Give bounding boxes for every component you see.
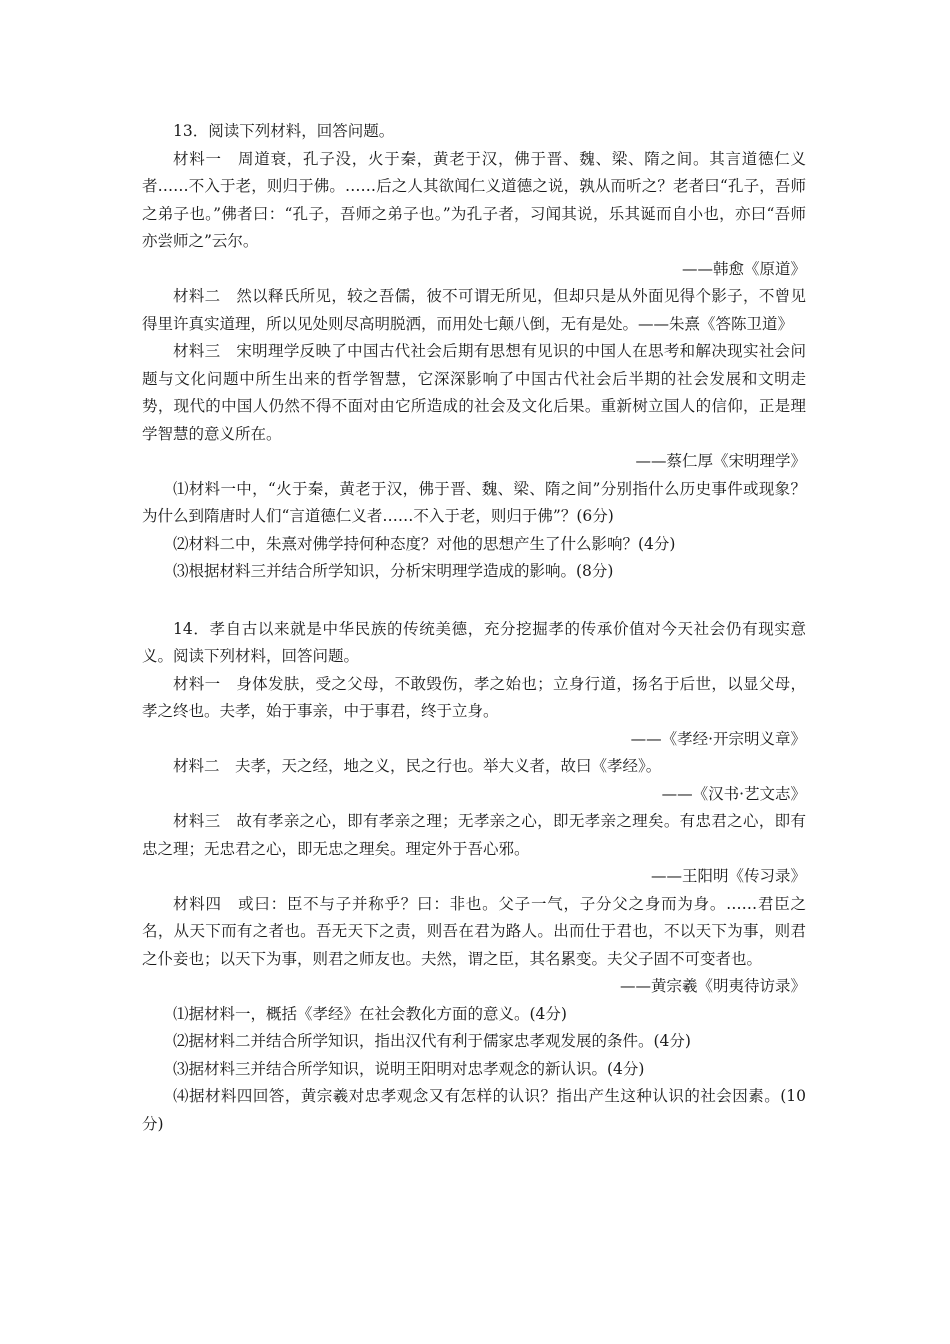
question-separator	[142, 586, 806, 616]
q13-question-2: ⑵材料二中，朱熹对佛学持何种态度？对他的思想产生了什么影响？(4分)	[173, 534, 676, 553]
q13-material-1-source: ——韩愈《原道》	[681, 259, 806, 278]
q14-intro: 14．孝自古以来就是中华民族的传统美德，充分挖掘孝的传承价值对今天社会仍有现实意义。阅读下列材料，回答问题。	[142, 619, 806, 665]
q14-material-2: 材料二 夫孝，天之经，地之义，民之行也。举大义者，故曰《孝经》。	[173, 757, 662, 775]
q13-question-1: ⑴材料一中，“火于秦，黄老于汉，佛于晋、魏、梁、隋之间”分别指什么历史事件或现象？为什么到隋唐时人们“言道德仁义者……不入于老，则归于佛”？(6分)	[142, 479, 806, 525]
q14-question-3: ⑶据材料三并结合所学知识，说明王阳明对忠孝观念的新认识。(4分)	[173, 1059, 645, 1078]
q14-material-3-source: ——王阳明《传习录》	[650, 867, 806, 885]
q14-material-1-source: ——《孝经·开宗明义章》	[630, 729, 806, 748]
q13-material-3-source: ——蔡仁厚《宋明理学》	[635, 452, 806, 470]
q14-material-4: 材料四 或曰：臣不与子并称乎？曰：非也。父子一气，子分父之身而为身。……君臣之名，从天下而有之者也。吾无天下之责，则吾在君为路人。出而仕于君也，不以天下为事，则君之仆妾也；以天下为事，则君之师友也。夫然，谓之臣，其名累变。夫父子固不可变者也。	[142, 894, 806, 968]
q13-material-3: 材料三 宋明理学反映了中国古代社会后期有思想有见识的中国人在思考和解决现实社会问题与文化问题中所生出来的哲学智慧，它深深影响了中国古代社会后半期的社会发展和文明走势，现代的中国人仍然不得不面对由它所造成的社会及文化后果。重新树立国人的信仰，正是理学智慧的意义所在。	[142, 342, 806, 443]
q14-question-1: ⑴据材料一，概括《孝经》在社会教化方面的意义。(4分)	[173, 1004, 567, 1023]
q14-material-4-source: ——黄宗羲《明夷待访录》	[619, 977, 806, 995]
q14-material-3: 材料三 故有孝亲之心，即有孝亲之理；无孝亲之心，即无孝亲之理矣。有忠君之心，即有忠之理；无忠君之心，即无忠之理矣。理定外于吾心邪。	[142, 812, 806, 858]
q13-intro: 13．阅读下列材料，回答问题。	[173, 122, 395, 140]
q14-question-2: ⑵据材料二并结合所学知识，指出汉代有利于儒家忠孝观发展的条件。(4分)	[173, 1032, 691, 1050]
q13-material-1: 材料一 周道衰，孔子没，火于秦，黄老于汉，佛于晋、魏、梁、隋之间。其言道德仁义者……不入于老，则归于佛。……后之人其欲闻仁义道德之说，孰从而听之？老者曰“孔子，吾师之弟子也。”佛者曰：“孔子，吾师之弟子也。”为孔子者，习闻其说，乐其诞而自小也，亦曰“吾师亦尝师之”云尔。	[142, 149, 806, 250]
document-page	[142, 118, 806, 1138]
q14-material-2-source: ——《汉书·艺文志》	[661, 784, 806, 803]
q13-material-2: 材料二 然以释氏所见，较之吾儒，彼不可谓无所见，但却只是从外面见得个影子，不曾见得里许真实道理，所以见处则尽高明脱洒，而用处七颠八倒，无有是处。——朱熹《答陈卫道》	[142, 287, 806, 333]
q14-question-4: ⑷据材料四回答，黄宗羲对忠孝观念又有怎样的认识？指出产生这种认识的社会因素。(10分)	[142, 1087, 806, 1133]
q14-material-1: 材料一 身体发肤，受之父母，不敢毁伤，孝之始也；立身行道，扬名于后世，以显父母，孝之终也。夫孝，始于事亲，中于事君，终于立身。	[142, 674, 806, 720]
q13-question-3: ⑶根据材料三并结合所学知识，分析宋明理学造成的影响。(8分)	[173, 562, 614, 580]
